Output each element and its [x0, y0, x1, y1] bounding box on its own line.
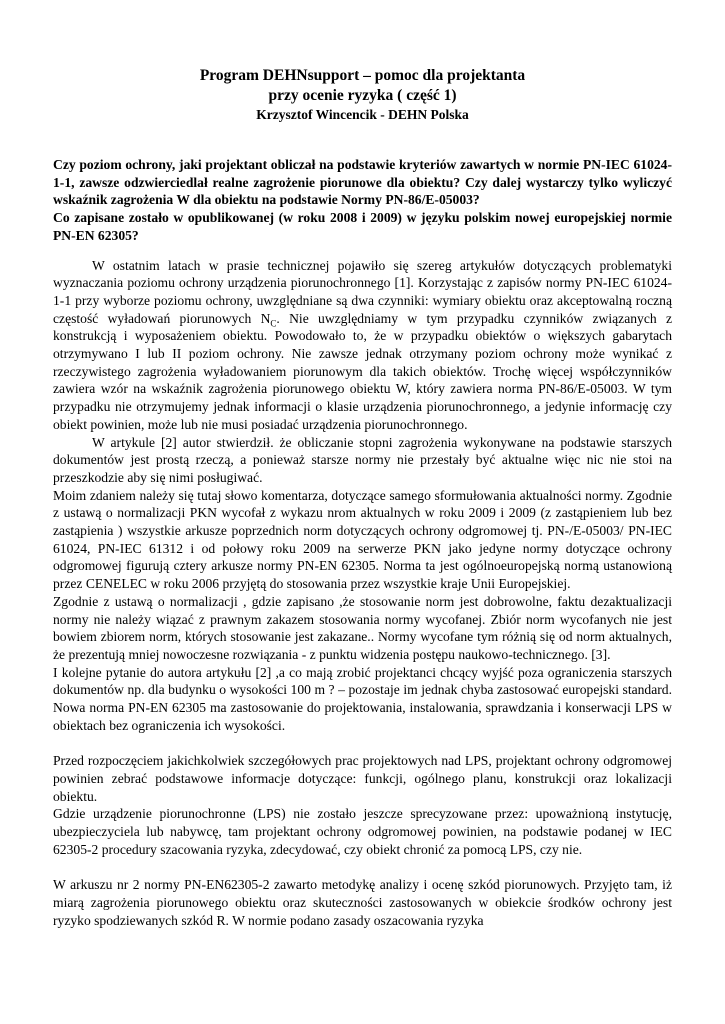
nc-subscript: C [270, 318, 277, 329]
intro-questions [53, 156, 672, 245]
paragraph-5: I kolejne pytanie do autora artykułu [2] ,a co mają zrobić projektanci chcący wyjść poza ograniczenia starszych dokumentów np. dla budynku o wysokości 100 m ? – pozostaje im jednak chyba zastosować europejski standard. Nowa norma PN-EN 62305 ma zastosowanie do projektowania, instalowania, sprawdzania i konserwacji LPS w obiektach bez ograniczenia ich wysokości. [53, 664, 672, 733]
paragraph-2: W artykule [2] autor stwierdził. że obliczanie stopni zagrożenia wykonywane na podstawie starszych dokumentów jest prostą rzeczą, a ponieważ starsze normy nie przestały być aktualne więc nic nie stoi na przeszkodzie aby się nimi posługiwać. [53, 434, 672, 485]
paragraph-1 [53, 257, 672, 434]
paragraph-6: Przed rozpoczęciem jakichkolwiek szczegółowych prac projektowych nad LPS, projektant ochrony odgromowej powinien zebrać podstawowe informacje dotyczące: funkcji, ogólnego planu, konstrukcji oraz lokalizacji obiektu. [53, 753, 672, 804]
paragraph-1-text-a: W ostatnim latach w prasie technicznej pojawiło się szereg artykułów dotyczących problematyki wyznaczania poziomu ochrony urządzenia piorunochronnego [1]. Korzystając z zapisów normy PN-IEC 61024-1-1 przy wyborze poziomu ochrony, uwzględniane są dwa czynniki: wymiary obiektu oraz akceptowalną roczną częstość wyładowań piorunowych N [53, 257, 672, 326]
article-body [53, 257, 672, 930]
intro-question-2: Co zapisane zostało w opublikowanej (w roku 2008 i 2009) w języku polskim nowej europejskiej normie PN-EN 62305? [53, 210, 672, 243]
paragraph-3: Moim zdaniem należy się tutaj słowo komentarza, dotyczące samego sformułowania aktualności normy. Zgodnie z ustawą o normalizacji PKN wycofał z wykazu nrom aktualnych w roku 2009 i 2009 (z zastąpieniem lub bez zastąpienia ) wszystkie arkusze poprzednich norm dotyczących ochrony odgromowej tj. PN-/E-05003/ PN-IEC 61024, PN-IEC 61312 i od połowy roku 2009 na serwerze PKN jako jedyne normy dotyczące ochrony odgromowej figurują cztery arkusze normy PN-EN 62305. Norma ta jest ogólnoeuropejską normą ustanowioną przez CENELEC w roku 2006 przyjętą do stosowania przez wszystkie kraje Unii Europejskiej. [53, 487, 672, 592]
paragraph-7: Gdzie urządzenie piorunochronne (LPS) nie zostało jeszcze sprecyzowane przez: upoważnioną instytucję, ubezpieczyciela lub nabywcę, tam projektant ochrony odgromowej powinien, na podstawie podanej w IEC 62305-2 procedury szacowania ryzyka, zdecydować, czy obiekt chronić za pomocą LPS, czy nie. [53, 806, 672, 857]
paragraph-8: W arkuszu nr 2 normy PN-EN62305-2 zawarto metodykę analizy i ocenę szkód piorunowych. Przyjęto tam, iż miarą zagrożenia piorunowego obiektu oraz skuteczności zastosowanych w obiekcie środków ochrony jest ryzyko spodziewanych szkód R. W normie podano zasady oszacowania ryzyka [53, 877, 672, 928]
author-line: Krzysztof Wincencik - DEHN Polska [256, 107, 469, 122]
intro-question-1: Czy poziom ochrony, jaki projektant obliczał na podstawie kryteriów zawartych w normie PN-IEC 61024-1-1, zawsze odzwierciedlał realne zagrożenie piorunowe dla obiektu? Czy dalej wystarczy tylko wyliczyć wskaźnik zagrożenia W dla obiektu na podstawie Normy PN-86/E-05003? [53, 157, 672, 208]
document-title [53, 66, 672, 106]
title-line-2: przy ocenie ryzyka ( część 1) [268, 87, 457, 104]
paragraph-1-text-b: . Nie uwzględniamy w tym przypadku czynników związanych z konstrukcją i wyposażeniem obiektu. Powodowało to, że w przypadku obiektów o większych gabarytach otrzymywano I lub II poziom ochrony. Nie zawsze jednak otrzymany poziom ochrony może wynikać z rzeczywistego zagrożenia wyładowaniem piorunowym dla takich obiektów. Trochę więcej współczynników zawiera wzór na wskaźnik zagrożenia piorunowego obiektu W, który zawiera norma PN-86/E-05003. W tym przypadku nie otrzymujemy jednak informacji o klasie urządzenia piorunochronnego, a jedynie informację czy obiekt powinien, może lub nie musi posiadać urządzenia piorunochronnego. [53, 310, 672, 432]
title-line-1: Program DEHNsupport – pomoc dla projektanta [199, 67, 526, 84]
paragraph-4: Zgodnie z ustawą o normalizacji , gdzie zapisano ,że stosowanie norm jest dobrowolne, faktu dezaktualizacji normy nie należy wiązać z prawnym zakazem stosowania normy wycofanej. Zbiór norm wycofanych nie jest bowiem zbiorem norm, których stosowanie jest zakazane.. Normy wycofane tym różnią się od norm aktualnych, że prezentują mniej nowoczesne rozwiązania - z punktu widzenia postępu naukowo-technicznego. [3]. [53, 593, 672, 662]
document-page [53, 66, 672, 929]
